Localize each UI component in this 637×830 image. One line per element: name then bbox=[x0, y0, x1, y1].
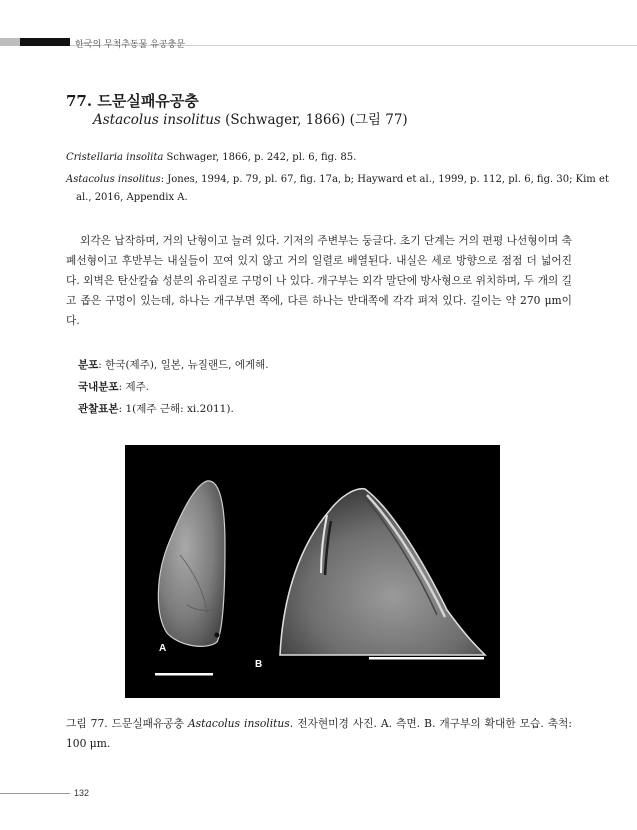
distribution-line bbox=[78, 357, 269, 372]
synonym-line bbox=[76, 190, 188, 206]
description-block bbox=[66, 231, 572, 331]
species-figure-ref: (그림 77) bbox=[349, 112, 408, 128]
synonym-citation: : Jones, 1994, p. 79, pl. 67, fig. 17a, b; Hayward et al., 1999, p. 112, pl. 6, fig. 30; Kim et bbox=[160, 174, 609, 185]
species-authority: (Schwager, 1866) bbox=[225, 112, 346, 128]
description-paragraph: 외각은 납작하며, 거의 난형이고 늘려 있다. 기저의 주변부는 둥글다. 초기 단계는 거의 편평 나선형이며 축폐선형이고 후반부는 내실들이 꼬여 있지 않고 거의 일렬로 배열된다. 내실은 세로 방향으로 점점 더 넓어진다. 외벽은 탄산칼슘 성분의 유리질로 구멍이 나 있다. 개구부는 외각 말단에 방사형으로 위치하며, 두 개의 길고 좁은 구멍이 있는데, 하나는 개구부면 쪽에, 다른 하나는 반대쪽에 각각 펴져 있다. 길이는 약 270 μm이다. bbox=[66, 234, 572, 327]
synonym-name: Astacolus insolitus bbox=[66, 174, 161, 185]
distribution-value: : 한국(제주), 일본, 뉴질랜드, 에게해. bbox=[98, 359, 269, 371]
synonym-line bbox=[66, 172, 609, 188]
synonym-citation: Schwager, 1866, p. 242, pl. 6, fig. 85. bbox=[163, 152, 357, 163]
header-bar-black bbox=[20, 38, 70, 46]
species-subtitle bbox=[93, 108, 408, 128]
species-korean-name: 드문실패유공충 bbox=[97, 92, 199, 110]
footer-rule bbox=[0, 793, 70, 794]
synonym-citation: al., 2016, Appendix A. bbox=[76, 192, 188, 203]
sem-micrograph-image bbox=[125, 445, 500, 698]
figure-caption bbox=[66, 714, 572, 754]
sem-figure bbox=[125, 445, 500, 698]
caption-species: Astacolus insolitus bbox=[187, 717, 290, 730]
synonym-line bbox=[66, 150, 356, 166]
domestic-distribution-line bbox=[78, 379, 149, 394]
domestic-label: 국내분포 bbox=[78, 381, 119, 393]
header-bar-grey bbox=[0, 38, 20, 46]
distribution-label: 분포 bbox=[78, 359, 99, 371]
examined-specimen-line bbox=[78, 401, 234, 416]
species-number: 77. bbox=[66, 92, 93, 110]
examined-value: : 1(제주 근해: xi.2011). bbox=[118, 403, 234, 415]
page-number: 132 bbox=[74, 788, 90, 798]
species-scientific-name: Astacolus insolitus bbox=[93, 112, 221, 128]
domestic-value: : 제주. bbox=[118, 381, 150, 393]
examined-label: 관찰표본 bbox=[78, 403, 119, 415]
caption-rest: . 전자현미경 사진. A. 측면. B. 개구부의 확대한 모습. 축척: 100 μm. bbox=[66, 717, 572, 750]
synonym-name: Cristellaria insolita bbox=[66, 152, 164, 163]
running-title: 한국의 무척추동물 유공충문 bbox=[75, 40, 186, 50]
caption-prefix: 그림 77. 드문실패유공충 bbox=[66, 717, 188, 730]
figure-label-a: A bbox=[159, 643, 167, 654]
figure-label-b: B bbox=[255, 659, 263, 670]
